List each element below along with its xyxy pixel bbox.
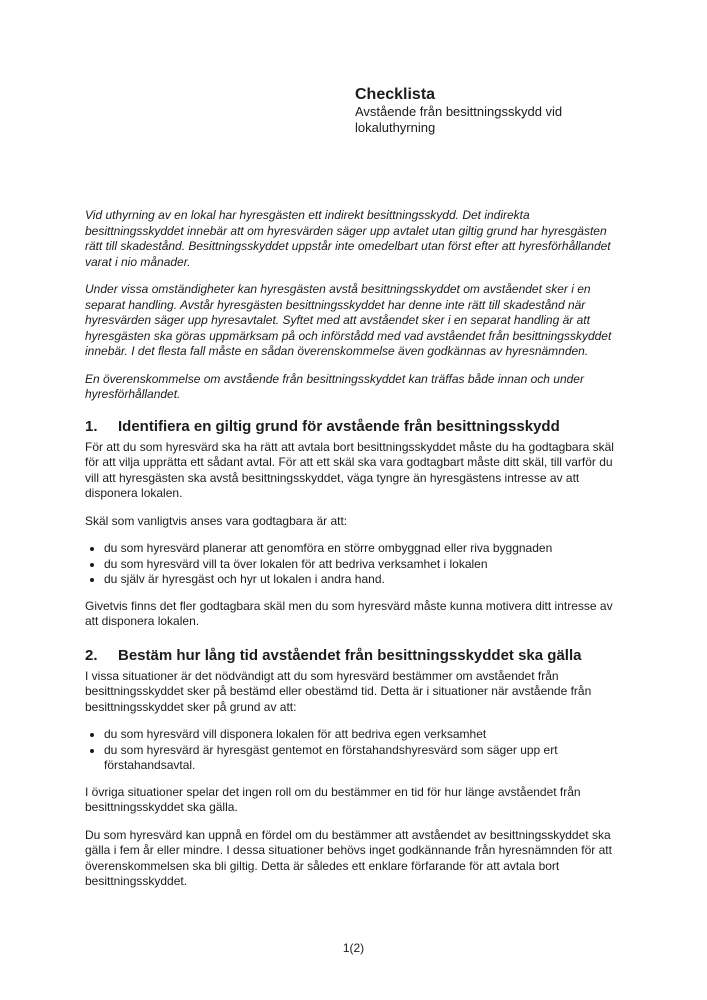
intro-paragraph-3: En överenskommelse om avstående från besittningsskyddet kan träffas både innan och under hyresförhållandet. — [85, 371, 584, 401]
page-number: 1(2) — [342, 941, 365, 955]
intro-section — [85, 208, 622, 403]
section-2-title: Bestäm hur lång tid avståendet från besittningsskyddet ska gälla — [118, 646, 582, 664]
list-item: • du själv är hyresgäst och hyr ut lokalen i andra hand. — [104, 572, 622, 588]
section-1-heading — [85, 417, 622, 436]
section-2-after-list-paragraph: I övriga situationer spelar det ingen roll om du bestämmer en tid för hur länge avståendet från besittningsskyddet ska gälla. — [85, 784, 581, 814]
section-2-bullet-list — [85, 727, 622, 774]
section-1-number: 1. — [85, 417, 98, 435]
intro-paragraph-1: Vid uthyrning av en lokal har hyresgästen ett indirekt besittningsskydd. Det indirekta besittningsskyddet innebär att om hyresvärden säger upp avtalet utan giltig grund har hyresgästen rätt till skadestånd. Besittningsskyddet uppstår inte omedelbart utan först efter att hyresförhållandet varat i nio månader. — [85, 208, 611, 269]
list-item: • du som hyresvärd är hyresgäst gentemot en förstahandshyresvärd som säger upp ert förstahandsavtal. — [104, 743, 622, 774]
section-1-intro-paragraph: För att du som hyresvärd ska ha rätt att avtala bort besittningsskyddet måste du ha godtagbara skäl för att vilja upprätta ett sådant avtal. För att ett skäl ska vara godtagbart måste ditt skäl, till varför du vill att hyresgästen ska avstå besittningsskyddet, väga tyngre än hyresgästens intresse av att disponera lokalen. — [85, 439, 614, 500]
section-2-number: 2. — [85, 646, 98, 664]
section-2 — [85, 646, 622, 890]
section-1-title: Identifiera en giltig grund för avstående från besittningsskydd — [118, 417, 560, 435]
section-2-closing-paragraph: Du som hyresvärd kan uppnå en fördel om du bestämmer att avståendet av besittningsskyddet ska gälla i fem år eller mindre. I dessa situationer behövs inget godkännande från hyresnämnden för att överenskommelsen ska bli giltig. Detta är således ett enklare förfarande för att avtala bort besittningsskyddet. — [85, 827, 612, 888]
list-item: • du som hyresvärd vill disponera lokalen för att bedriva egen verksamhet — [104, 727, 622, 743]
section-1-list-intro: Skäl som vanligtvis anses vara godtagbara är att: — [85, 513, 348, 528]
section-1-bullet-list — [85, 541, 622, 588]
list-item: • du som hyresvärd planerar att genomföra en större ombyggnad eller riva byggnaden — [104, 541, 622, 557]
document-title: Checklista — [355, 86, 436, 103]
section-2-intro-paragraph: I vissa situationer är det nödvändigt att du som hyresvärd bestämmer om avståendet från besittningsskyddet sker på bestämd eller obestämd tid. Detta är i situationer när avstående från besittningsskyddet sker på grund av att: — [85, 668, 592, 714]
section-2-heading — [85, 646, 622, 665]
intro-paragraph-2: Under vissa omständigheter kan hyresgästen avstå besittningsskyddet om avståendet sker i en separat handling. Avstår hyresgästen besittningsskyddet har denne inte rätt till skadestånd när hyresvärden säger upp hyresavtalet. Syftet med att avståendet sker i en separat handling är att hyresgästen ska göras uppmärksam på och införstådd med vad avståendet från besittningsskyddet innebär. I det flesta fall måste en sådan överenskommelse även godkännas av hyresnämnden. — [85, 282, 612, 358]
list-item: • du som hyresvärd vill ta över lokalen för att bedriva verksamhet i lokalen — [104, 557, 622, 573]
page-footer — [0, 941, 707, 957]
document-subtitle: Avstående från besittningsskydd vid lokaluthyrning — [355, 104, 563, 135]
section-1-closing-paragraph: Givetvis finns det fler godtagbara skäl men du som hyresvärd måste kunna motivera ditt intresse av att disponera lokalen. — [85, 598, 613, 628]
section-1 — [85, 417, 622, 630]
document-header — [355, 0, 600, 136]
